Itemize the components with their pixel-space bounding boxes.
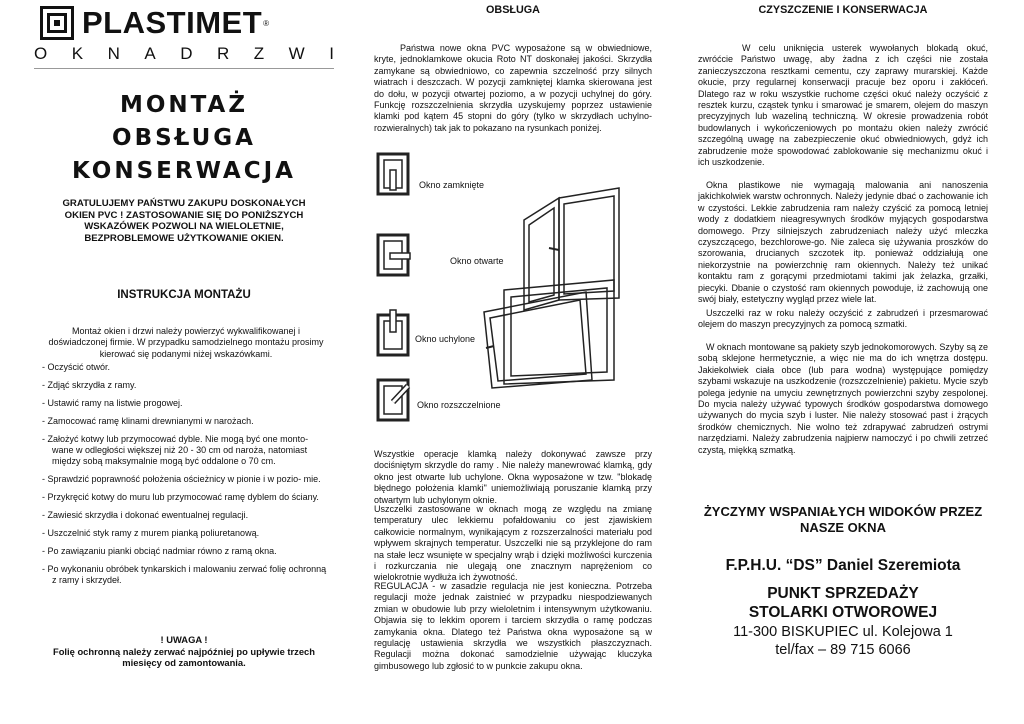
- handle-closed-icon: [378, 154, 408, 194]
- list-item: - Zawiesić skrzydła i dokonać ewentualnej regulacji.: [42, 510, 249, 520]
- title-line-konserwacja: KONSERWACJA: [72, 158, 296, 184]
- regulation-text: REGULACJA - w zasadzie regulacja nie jest konieczna. Potrzeba regulacji może jednak zaistnieć w przypadku niespodziewanych zmian w obudowie lub przy wieloletnim i intensywnym użytkowaniu. Objawia się to lekkim oporem i tarciem skrzydła o ramę podczas zamykania okna. Dlatego też Państwa okna wyposażone są w regulację ustawienia skrzydła we wszystkich płaszczyznach. Regulacji można dokonać samodzielnie używając kluczyka gimbusowego lub zgłosić to w punkcie zakupu okna.: [374, 581, 652, 671]
- plastimet-logo-icon: [40, 6, 74, 40]
- tagline-letter: W: [288, 44, 305, 63]
- phone: tel/fax – 89 715 6066: [775, 641, 911, 658]
- seals-text: Uszczelki zastosowane w oknach mogą ze względu na zmianę temperatury ulec lekkiemu pofałdowaniu co jest zjawiskiem całkowicie normalnym, wynikającym z rozszerzalności materiału pod wpływem skrajnych temperatur. Uszczelki nie są przyklejone do ram na stałe lecz wsunięte w specjalny wrąb i dzięki możliwości kurczenia i rozkurczania nie ulegają one znacznym naprężeniom co wielokrotnie wydłuża ich żywotność.: [374, 504, 652, 583]
- registered-mark: ®: [263, 18, 270, 28]
- shop-line: PUNKT SPRZEDAŻY: [767, 585, 919, 602]
- maintenance-text-1: W celu uniknięcia usterek wywołanych blokadą okuć, zwróćcie Państwo uwagę, aby żadna z ich części nie została zanieczyszczona resztkami cementu, czy zaprawy murarskiej. Każde okucie, przy regularnej konserwacji pracuje bez oporu i zakłóceń. Dlatego raz w roku wszystkie ruchome części okuć należy oczyścić z resztek kurzu, cząstek tynku i smarować je smarem, olejem do maszyn precyzyjnych lub wazeliną techniczną. W okresie prowadzenia robót budowlanych i wykończeniowych po montażu okien należy zwrócić szczególną uwagę na zabezpieczenie okuć obwiedniowych, gdyż ich zabrudzenie może spowodować zablokowanie się mechanizmu okuć i ich uszkodzenie.: [698, 43, 988, 168]
- maintenance-text-2: Okna plastikowe nie wymagają malowania ani nanoszenia jakichkolwiek warstw ochronnych. Należy jedynie dbać o zachowanie ich w czystości. Lekkie zabrudzenia ram należy czyścić za pomocą letniej wody z dodatkiem nieagresywnych środków myjących gospodarstwa domowego. Przy silniejszych zabrudzeniach należy użyć mleczka czyszczącego, bezchlorowe-go. Nie zaleca się używania proszków do szorowania, drucianych szczotek itp. ponieważ oddziałują one niekorzystnie na powierzchnię ram okiennych. Należy też unikać kontaktu ram z gorącymi przedmiotami takimi jak żelazka, grzałki, piecyki. Dbanie o czystość ram okiennych powoduje, iż zachowują one swój biały, estetyczny wygląd przez wiele lat.: [698, 180, 988, 305]
- list-item: - Przykręcić kotwy do muru lub przymocować ramę dyblem do ściany.: [42, 492, 319, 502]
- list-item: - Ustawić ramy na listwie progowej.: [42, 398, 183, 408]
- tagline-letter: O: [34, 44, 48, 63]
- label-window-closed: Okno zamknięte: [419, 180, 485, 190]
- handle-vented-icon: [378, 380, 408, 420]
- contact-block: [698, 624, 988, 659]
- shop-title: [698, 584, 988, 622]
- window-handle-diagram: [374, 150, 652, 440]
- label-window-open: Okno otwarte: [450, 256, 504, 266]
- brand-logo: [40, 5, 269, 41]
- operation-intro: Państwa nowe okna PVC wyposażone są w obwiedniowe, kryte, jednoklamkowe okucia Roto NT doskonałej jakości. Skrzydła zamykane są obwiedniowo, co zapewnia szczelność przy silnych wiatrach i deszczach. W pozycji zamkniętej klamka skierowana jest do dołu, w pozycji otwartej poziomo, a w pozycji uchylnej do góry. Funkcję rozszczelnienia skrzydła uzyskujemy poprzez ustawienie klamki pod kątem 45 stopni do góry (tylko w skrzydłach uchylno-rozwieralnych) tak jak to pokazano na rysunkach poniżej.: [374, 43, 652, 133]
- greeting-text: GRATULUJEMY PAŃSTWU ZAKUPU DOSKONAŁYCH OKIEN PVC ! ZASTOSOWANIE SIĘ DO PONIŻSZYCH WSKAZÓWEK POZWOLI NA WIELOLETNIE, BEZPROBLEMOWE UŻYTKOWANIE OKIEN.: [62, 198, 306, 244]
- shop-line: STOLARKI OTWOROWEJ: [748, 604, 938, 621]
- handle-operations-text: Wszystkie operacje klamką należy dokonywać zawsze przy dociśniętym skrzydle do ramy . Nie należy manewrować klamką, gdy okno jest otwarte lub uchylone. Okna wyposażone w tzw. "blokadę błędnego położenia klamki" uniemożliwiają poruszanie klamką przy otwartym lub uchylonym oknie.: [374, 449, 652, 505]
- wishes-text: ŻYCZYMY WSPANIAŁYCH WIDOKÓW PRZEZ NASZE OKNA: [703, 504, 983, 535]
- handle-open-icon: [378, 235, 410, 275]
- brand-tagline: [34, 44, 334, 64]
- tagline-letter: R: [216, 44, 230, 63]
- list-item: - Sprawdzić poprawność położenia ościeżnicy w pionie i w pozio- mie.: [42, 474, 321, 484]
- list-item: - Zdjąć skrzydła z ramy.: [42, 380, 137, 390]
- list-item: - Założyć kotwy lub przymocować dyble. Nie mogą być one monto- wane w odległości większej niż 20 - 30 cm od naroża, natomiast między sobą maksymalnie mogą być oddalone o 70 cm.: [42, 434, 309, 466]
- maintenance-text-4: W oknach montowane są pakiety szyb jednokomorowych. Szyby są ze sobą sklejone hermetycznie, a więc nie ma do ich wnętrza dostępu. Jakiekolwiek ciała obce (lub para wodna) występujące pomiędzy szybami wskazuje na uszkodzenie (rozszczelnienie) pakietu. Mycie szyb polega jedynie na umyciu zewnętrznych powierzchni szyby zespolonej. Do mycia należy używać typowych środków gospodarstwa domowego używanych do mycia szyb i luster. Nie należy stosować past i żrących środków chemicznych. Nie wolno też zdrapywać zabrudzeń ostrymi narzędziami. Należy zabrudzenia najpierw namoczyć i po chwili zetrzeć czystą, miękką szmatką.: [698, 342, 988, 455]
- tagline-letter: I: [329, 44, 334, 63]
- installation-steps: [42, 362, 332, 593]
- list-item: - Oczyścić otwór.: [42, 362, 111, 372]
- company-name: F.P.H.U. “DS” Daniel Szeremiota: [725, 557, 961, 574]
- label-window-vented: Okno rozszczelnione: [417, 400, 501, 410]
- tagline-letter: K: [71, 44, 84, 63]
- warning-title: ! UWAGA !: [160, 634, 208, 645]
- title-line-montaz: MONTAŻ: [119, 92, 249, 118]
- section-title-operation: OBSŁUGA: [486, 4, 540, 16]
- warning-block: [34, 634, 334, 669]
- list-item: - Po wykonaniu obróbek tynkarskich i malowaniu zerwać folię ochronną z ramy i skrzydeł.: [42, 564, 327, 585]
- tagline-letter: D: [180, 44, 193, 63]
- address: 11-300 BISKUPIEC ul. Kolejowa 1: [733, 624, 953, 640]
- section-title-maintenance: CZYSZCZENIE I KONSERWACJA: [758, 4, 928, 16]
- warning-text: Folię ochronną należy zerwać najpóźniej po upływie trzech miesięcy od zamontowania.: [52, 645, 316, 668]
- label-window-tilted: Okno uchylone: [415, 334, 476, 344]
- maintenance-text-3: Uszczelki raz w roku należy oczyścić z zabrudzeń i przesmarować olejem do maszyn precyzyjnych za pomocą szmatki.: [698, 308, 988, 330]
- tagline-letter: A: [144, 44, 156, 63]
- header-divider: [34, 68, 334, 69]
- column-installation: [34, 0, 334, 724]
- title-line-obsluga: OBSŁUGA: [112, 125, 256, 151]
- tagline-letter: N: [107, 44, 120, 63]
- handle-tilted-icon: [378, 310, 408, 355]
- brand-name: PLASTIMET: [82, 5, 263, 40]
- column-operation: [374, 0, 652, 724]
- list-item: - Uszczelnić styk ramy z murem pianką poliuretanową.: [42, 528, 260, 538]
- tagline-letter: Z: [253, 44, 265, 63]
- list-item: - Zamocować ramę klinami drewnianymi w narożach.: [42, 416, 254, 426]
- installation-intro: Montaż okien i drzwi należy powierzyć wykwalifikowanej i doświadczonej firmie. W przypadku samodzielnego montażu prosimy kierować się podanymi niżej wskazówkami.: [48, 326, 324, 359]
- section-title-installation: INSTRUKCJA MONTAŻU: [117, 289, 251, 301]
- list-item: - Po zawiązaniu pianki obciąć nadmiar równo z ramą okna.: [42, 546, 277, 556]
- column-maintenance: [698, 0, 988, 724]
